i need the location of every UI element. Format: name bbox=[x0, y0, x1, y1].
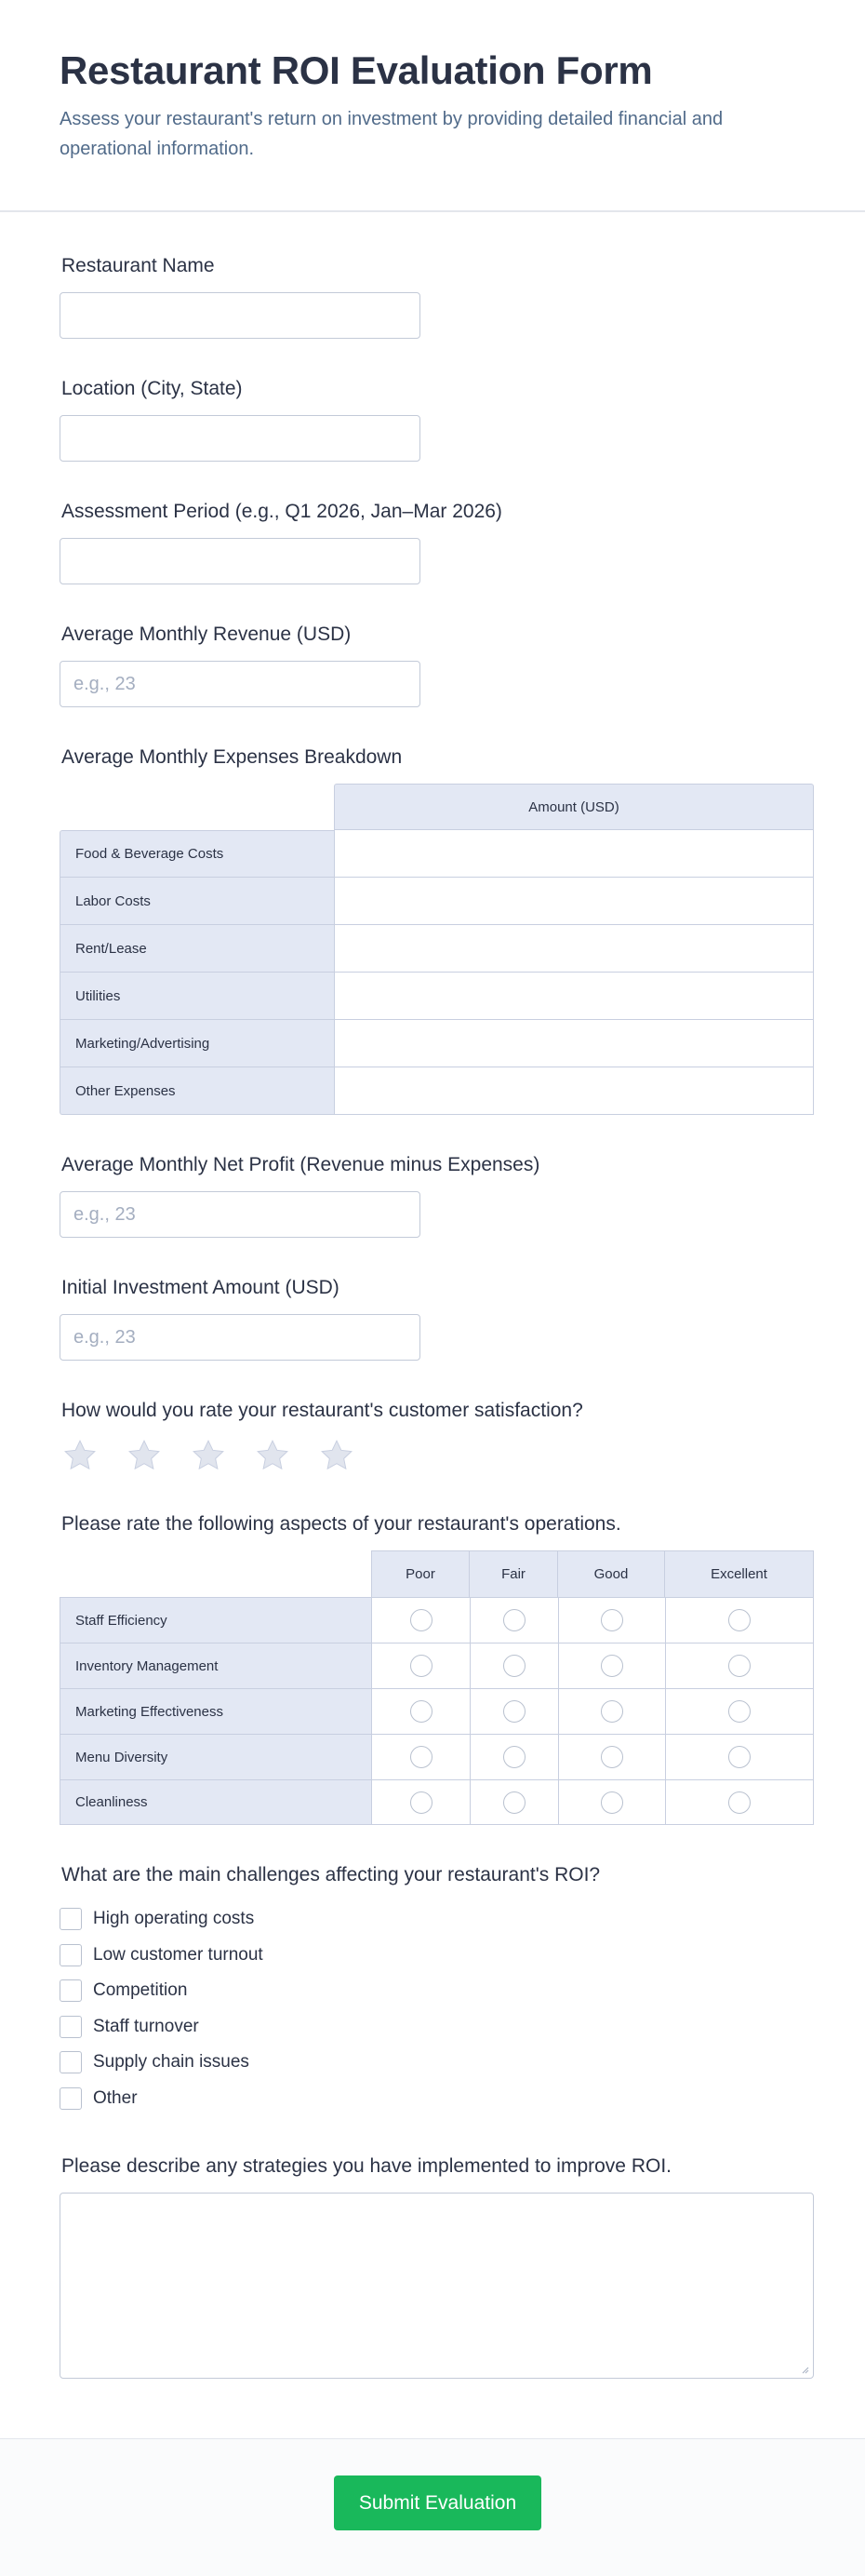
matrix-cell bbox=[371, 1597, 470, 1643]
expense-row-label: Utilities bbox=[60, 973, 334, 1020]
radio-button[interactable] bbox=[503, 1791, 526, 1814]
monthly-revenue-input[interactable] bbox=[60, 661, 420, 707]
operations-matrix bbox=[60, 1550, 814, 1825]
initial-investment-question bbox=[60, 1277, 813, 1361]
satisfaction-label: How would you rate your restaurant's customer satisfaction? bbox=[61, 1400, 583, 1421]
location-input[interactable] bbox=[60, 415, 420, 462]
matrix-cell bbox=[558, 1597, 665, 1643]
checkbox[interactable] bbox=[60, 2051, 82, 2073]
form-header bbox=[0, 0, 865, 212]
expense-amount-input[interactable] bbox=[335, 926, 813, 972]
expense-amount-cell[interactable] bbox=[334, 830, 814, 878]
radio-button[interactable] bbox=[410, 1609, 432, 1631]
operations-question bbox=[60, 1513, 813, 1825]
table-row bbox=[60, 973, 814, 1020]
matrix-cell bbox=[371, 1643, 470, 1688]
form-title: Restaurant ROI Evaluation Form bbox=[60, 48, 653, 92]
expense-amount-input[interactable] bbox=[335, 973, 813, 1019]
checkbox-option[interactable] bbox=[60, 1973, 813, 2009]
star-icon[interactable] bbox=[61, 1437, 99, 1474]
expenses-table bbox=[60, 784, 814, 1115]
expense-row-label: Labor Costs bbox=[60, 878, 334, 925]
initial-investment-input[interactable] bbox=[60, 1314, 420, 1361]
checkbox-label: Staff turnover bbox=[93, 2016, 199, 2036]
matrix-cell bbox=[665, 1688, 814, 1734]
matrix-cell bbox=[470, 1688, 558, 1734]
radio-button[interactable] bbox=[503, 1700, 526, 1723]
matrix-column-header: Good bbox=[558, 1550, 665, 1597]
star-icon[interactable] bbox=[190, 1437, 227, 1474]
satisfaction-question bbox=[60, 1400, 813, 1474]
table-row bbox=[60, 1020, 814, 1067]
table-row bbox=[60, 1779, 814, 1825]
assessment-period-question bbox=[60, 501, 813, 584]
form-footer bbox=[0, 2438, 865, 2576]
net-profit-input[interactable] bbox=[60, 1191, 420, 1238]
checkbox[interactable] bbox=[60, 1908, 82, 1930]
radio-button[interactable] bbox=[410, 1655, 432, 1677]
radio-button[interactable] bbox=[728, 1746, 751, 1768]
star-icon[interactable] bbox=[254, 1437, 291, 1474]
matrix-column-header: Fair bbox=[470, 1550, 558, 1597]
matrix-cell bbox=[470, 1597, 558, 1643]
checkbox[interactable] bbox=[60, 1979, 82, 2002]
expense-amount-input[interactable] bbox=[335, 879, 813, 924]
location-question bbox=[60, 378, 813, 462]
operations-label: Please rate the following aspects of your restaurant's operations. bbox=[61, 1513, 621, 1535]
assessment-period-label: Assessment Period (e.g., Q1 2026, Jan–Mar 2026) bbox=[61, 501, 502, 522]
radio-button[interactable] bbox=[410, 1700, 432, 1723]
expense-row-label: Rent/Lease bbox=[60, 925, 334, 973]
matrix-column-header: Poor bbox=[371, 1550, 470, 1597]
expense-amount-input[interactable] bbox=[335, 1068, 813, 1114]
expenses-label: Average Monthly Expenses Breakdown bbox=[61, 746, 403, 768]
matrix-cell bbox=[470, 1779, 558, 1825]
table-row bbox=[60, 1643, 814, 1688]
checkbox-label: Low customer turnout bbox=[93, 1944, 263, 1965]
challenges-checkbox-list bbox=[60, 1901, 813, 2116]
table-row bbox=[60, 878, 814, 925]
strategies-textarea[interactable] bbox=[60, 2193, 814, 2379]
expenses-column-header: Amount (USD) bbox=[334, 784, 814, 830]
checkbox-label: Competition bbox=[93, 1980, 188, 2001]
matrix-cell bbox=[665, 1734, 814, 1779]
expense-amount-cell[interactable] bbox=[334, 925, 814, 973]
expense-amount-cell[interactable] bbox=[334, 878, 814, 925]
expense-amount-cell[interactable] bbox=[334, 1067, 814, 1115]
radio-button[interactable] bbox=[728, 1609, 751, 1631]
checkbox-option[interactable] bbox=[60, 2045, 813, 2081]
radio-button[interactable] bbox=[410, 1791, 432, 1814]
matrix-row-label: Inventory Management bbox=[60, 1643, 371, 1688]
matrix-row-label: Cleanliness bbox=[60, 1779, 371, 1825]
matrix-cell bbox=[371, 1779, 470, 1825]
matrix-cell bbox=[558, 1688, 665, 1734]
matrix-row-label: Menu Diversity bbox=[60, 1734, 371, 1779]
initial-investment-label: Initial Investment Amount (USD) bbox=[61, 1277, 339, 1298]
star-icon[interactable] bbox=[318, 1437, 355, 1474]
expense-row-label: Marketing/Advertising bbox=[60, 1020, 334, 1067]
assessment-period-input[interactable] bbox=[60, 538, 420, 584]
radio-button[interactable] bbox=[503, 1609, 526, 1631]
challenges-label: What are the main challenges affecting your restaurant's ROI? bbox=[61, 1864, 601, 1885]
radio-button[interactable] bbox=[601, 1700, 623, 1723]
table-row bbox=[60, 1734, 814, 1779]
matrix-cell bbox=[470, 1643, 558, 1688]
submit-evaluation-button[interactable]: Submit Evaluation bbox=[334, 2475, 541, 2530]
radio-button[interactable] bbox=[503, 1655, 526, 1677]
matrix-cell bbox=[371, 1734, 470, 1779]
checkbox[interactable] bbox=[60, 1944, 82, 1966]
matrix-cell bbox=[665, 1597, 814, 1643]
matrix-cell bbox=[558, 1734, 665, 1779]
expense-row-label: Other Expenses bbox=[60, 1067, 334, 1115]
radio-button[interactable] bbox=[601, 1791, 623, 1814]
checkbox-label: High operating costs bbox=[93, 1909, 255, 1929]
net-profit-question bbox=[60, 1154, 813, 1238]
radio-button[interactable] bbox=[503, 1746, 526, 1768]
restaurant-name-question bbox=[60, 255, 813, 339]
matrix-column-header: Excellent bbox=[665, 1550, 814, 1597]
matrix-row-label: Staff Efficiency bbox=[60, 1597, 371, 1643]
expense-amount-cell[interactable] bbox=[334, 1020, 814, 1067]
matrix-header-empty bbox=[60, 1550, 371, 1597]
checkbox-label: Other bbox=[93, 2087, 138, 2108]
resize-grip-icon[interactable] bbox=[800, 2365, 809, 2374]
matrix-cell bbox=[558, 1779, 665, 1825]
radio-button[interactable] bbox=[728, 1655, 751, 1677]
form-body bbox=[0, 255, 865, 2379]
expenses-question bbox=[60, 746, 813, 1115]
expense-amount-cell[interactable] bbox=[334, 973, 814, 1020]
checkbox-label: Supply chain issues bbox=[93, 2052, 249, 2073]
expenses-header-empty bbox=[60, 784, 334, 830]
table-row bbox=[60, 925, 814, 973]
matrix-row-label: Marketing Effectiveness bbox=[60, 1688, 371, 1734]
restaurant-name-input[interactable] bbox=[60, 292, 420, 339]
radio-button[interactable] bbox=[601, 1609, 623, 1631]
checkbox-option[interactable] bbox=[60, 1901, 813, 1938]
expense-row-label: Food & Beverage Costs bbox=[60, 830, 334, 878]
monthly-revenue-label: Average Monthly Revenue (USD) bbox=[61, 624, 352, 645]
star-icon[interactable] bbox=[126, 1437, 163, 1474]
matrix-cell bbox=[665, 1779, 814, 1825]
checkbox-option[interactable] bbox=[60, 1938, 813, 1974]
table-row bbox=[60, 1688, 814, 1734]
radio-button[interactable] bbox=[728, 1791, 751, 1814]
radio-button[interactable] bbox=[728, 1700, 751, 1723]
strategies-label: Please describe any strategies you have implemented to improve ROI. bbox=[61, 2155, 672, 2177]
matrix-cell bbox=[558, 1643, 665, 1688]
net-profit-label: Average Monthly Net Profit (Revenue minus Expenses) bbox=[61, 1154, 540, 1175]
strategies-question bbox=[60, 2155, 813, 2379]
table-row bbox=[60, 830, 814, 878]
expense-amount-input[interactable] bbox=[335, 831, 813, 877]
radio-button[interactable] bbox=[410, 1746, 432, 1768]
challenges-question bbox=[60, 1864, 813, 2116]
checkbox[interactable] bbox=[60, 2087, 82, 2110]
checkbox-option[interactable] bbox=[60, 2009, 813, 2046]
matrix-cell bbox=[665, 1643, 814, 1688]
location-label: Location (City, State) bbox=[61, 378, 243, 399]
table-row bbox=[60, 1067, 814, 1115]
form-subtitle: Assess your restaurant's return on investment by providing detailed financial and operational information. bbox=[60, 109, 724, 159]
monthly-revenue-question bbox=[60, 624, 813, 707]
radio-button[interactable] bbox=[601, 1746, 623, 1768]
checkbox[interactable] bbox=[60, 2016, 82, 2038]
table-row bbox=[60, 1597, 814, 1643]
expense-amount-input[interactable] bbox=[335, 1021, 813, 1067]
star-rating bbox=[61, 1437, 813, 1474]
radio-button[interactable] bbox=[601, 1655, 623, 1677]
matrix-cell bbox=[371, 1688, 470, 1734]
matrix-cell bbox=[470, 1734, 558, 1779]
restaurant-name-label: Restaurant Name bbox=[61, 255, 215, 276]
checkbox-option[interactable] bbox=[60, 2081, 813, 2117]
